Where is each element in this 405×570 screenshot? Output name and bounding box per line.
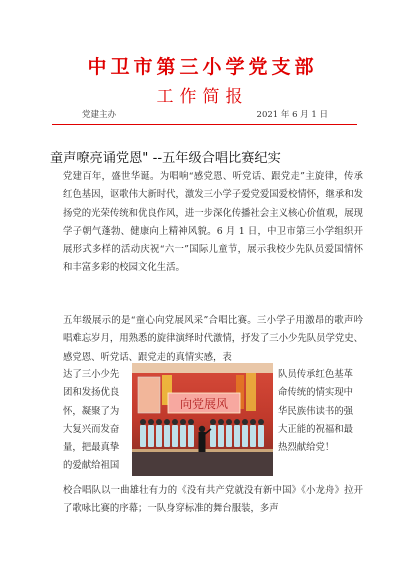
choir-photo-illustration bbox=[132, 363, 273, 476]
meta-row bbox=[52, 108, 352, 122]
org-title: 中卫市第三小学党支部 bbox=[87, 56, 318, 78]
article-paragraph-2: 五年级展示的是“童心向党展风采”合唱比赛。三小学子用激昂的歌声吟唱难忘岁月，用熟悉的旋律演绎时代激情，抒发了三小少先队员学党史、感党恩、听党话、跟党走的真情实感，表 bbox=[63, 315, 364, 363]
bulletin-title: 工作简报 bbox=[156, 87, 249, 107]
article-paragraph-3: 校合唱队以一曲雄壮有力的《没有共产党就没有新中国》《小龙舟》拉开了歌咏比赛的序幕；一队身穿标准的舞台服装，多声 bbox=[63, 485, 363, 515]
choir-photo bbox=[132, 363, 273, 476]
stage-banner-text: 向党展风 bbox=[179, 397, 229, 411]
article-paragraph-1: 党建百年，盛世华诞。为唱响“感党恩、听党话、跟党走”主旋律，传承红色基因，讴歌伟大新时代，激发三小学子爱党爱国爱校情怀，继承和发扬党的光荣传统和优良作风，进一步深化传播社会主义核心价值观，展现学子朝气蓬勃、健康向上精神风貌。6 月 1 日，中卫市第三小学组织开展形式多样的活动庆祝“六一”国际儿童节，展示我校少先队员爱国情怀和丰富多彩的校园文化生活。 bbox=[63, 171, 364, 274]
issue-date: 2021 年 6 月 1 日 bbox=[256, 110, 328, 120]
wrap-text-left: 达了三小少先团和发扬优良怀，凝聚了为大复兴而发奋量，把最真挚的爱献给祖国 bbox=[63, 369, 120, 472]
header-divider bbox=[52, 124, 357, 125]
sponsor-label: 党建主办 bbox=[82, 110, 117, 120]
article-headline: 童声嘹亮诵党恩" --五年级合唱比赛纪实 bbox=[50, 151, 281, 166]
wrap-text-right: 队员传承红色基革命传统的情实现中华民族伟读书的强大正能的祝福和最热烈献给党！ bbox=[278, 369, 354, 454]
